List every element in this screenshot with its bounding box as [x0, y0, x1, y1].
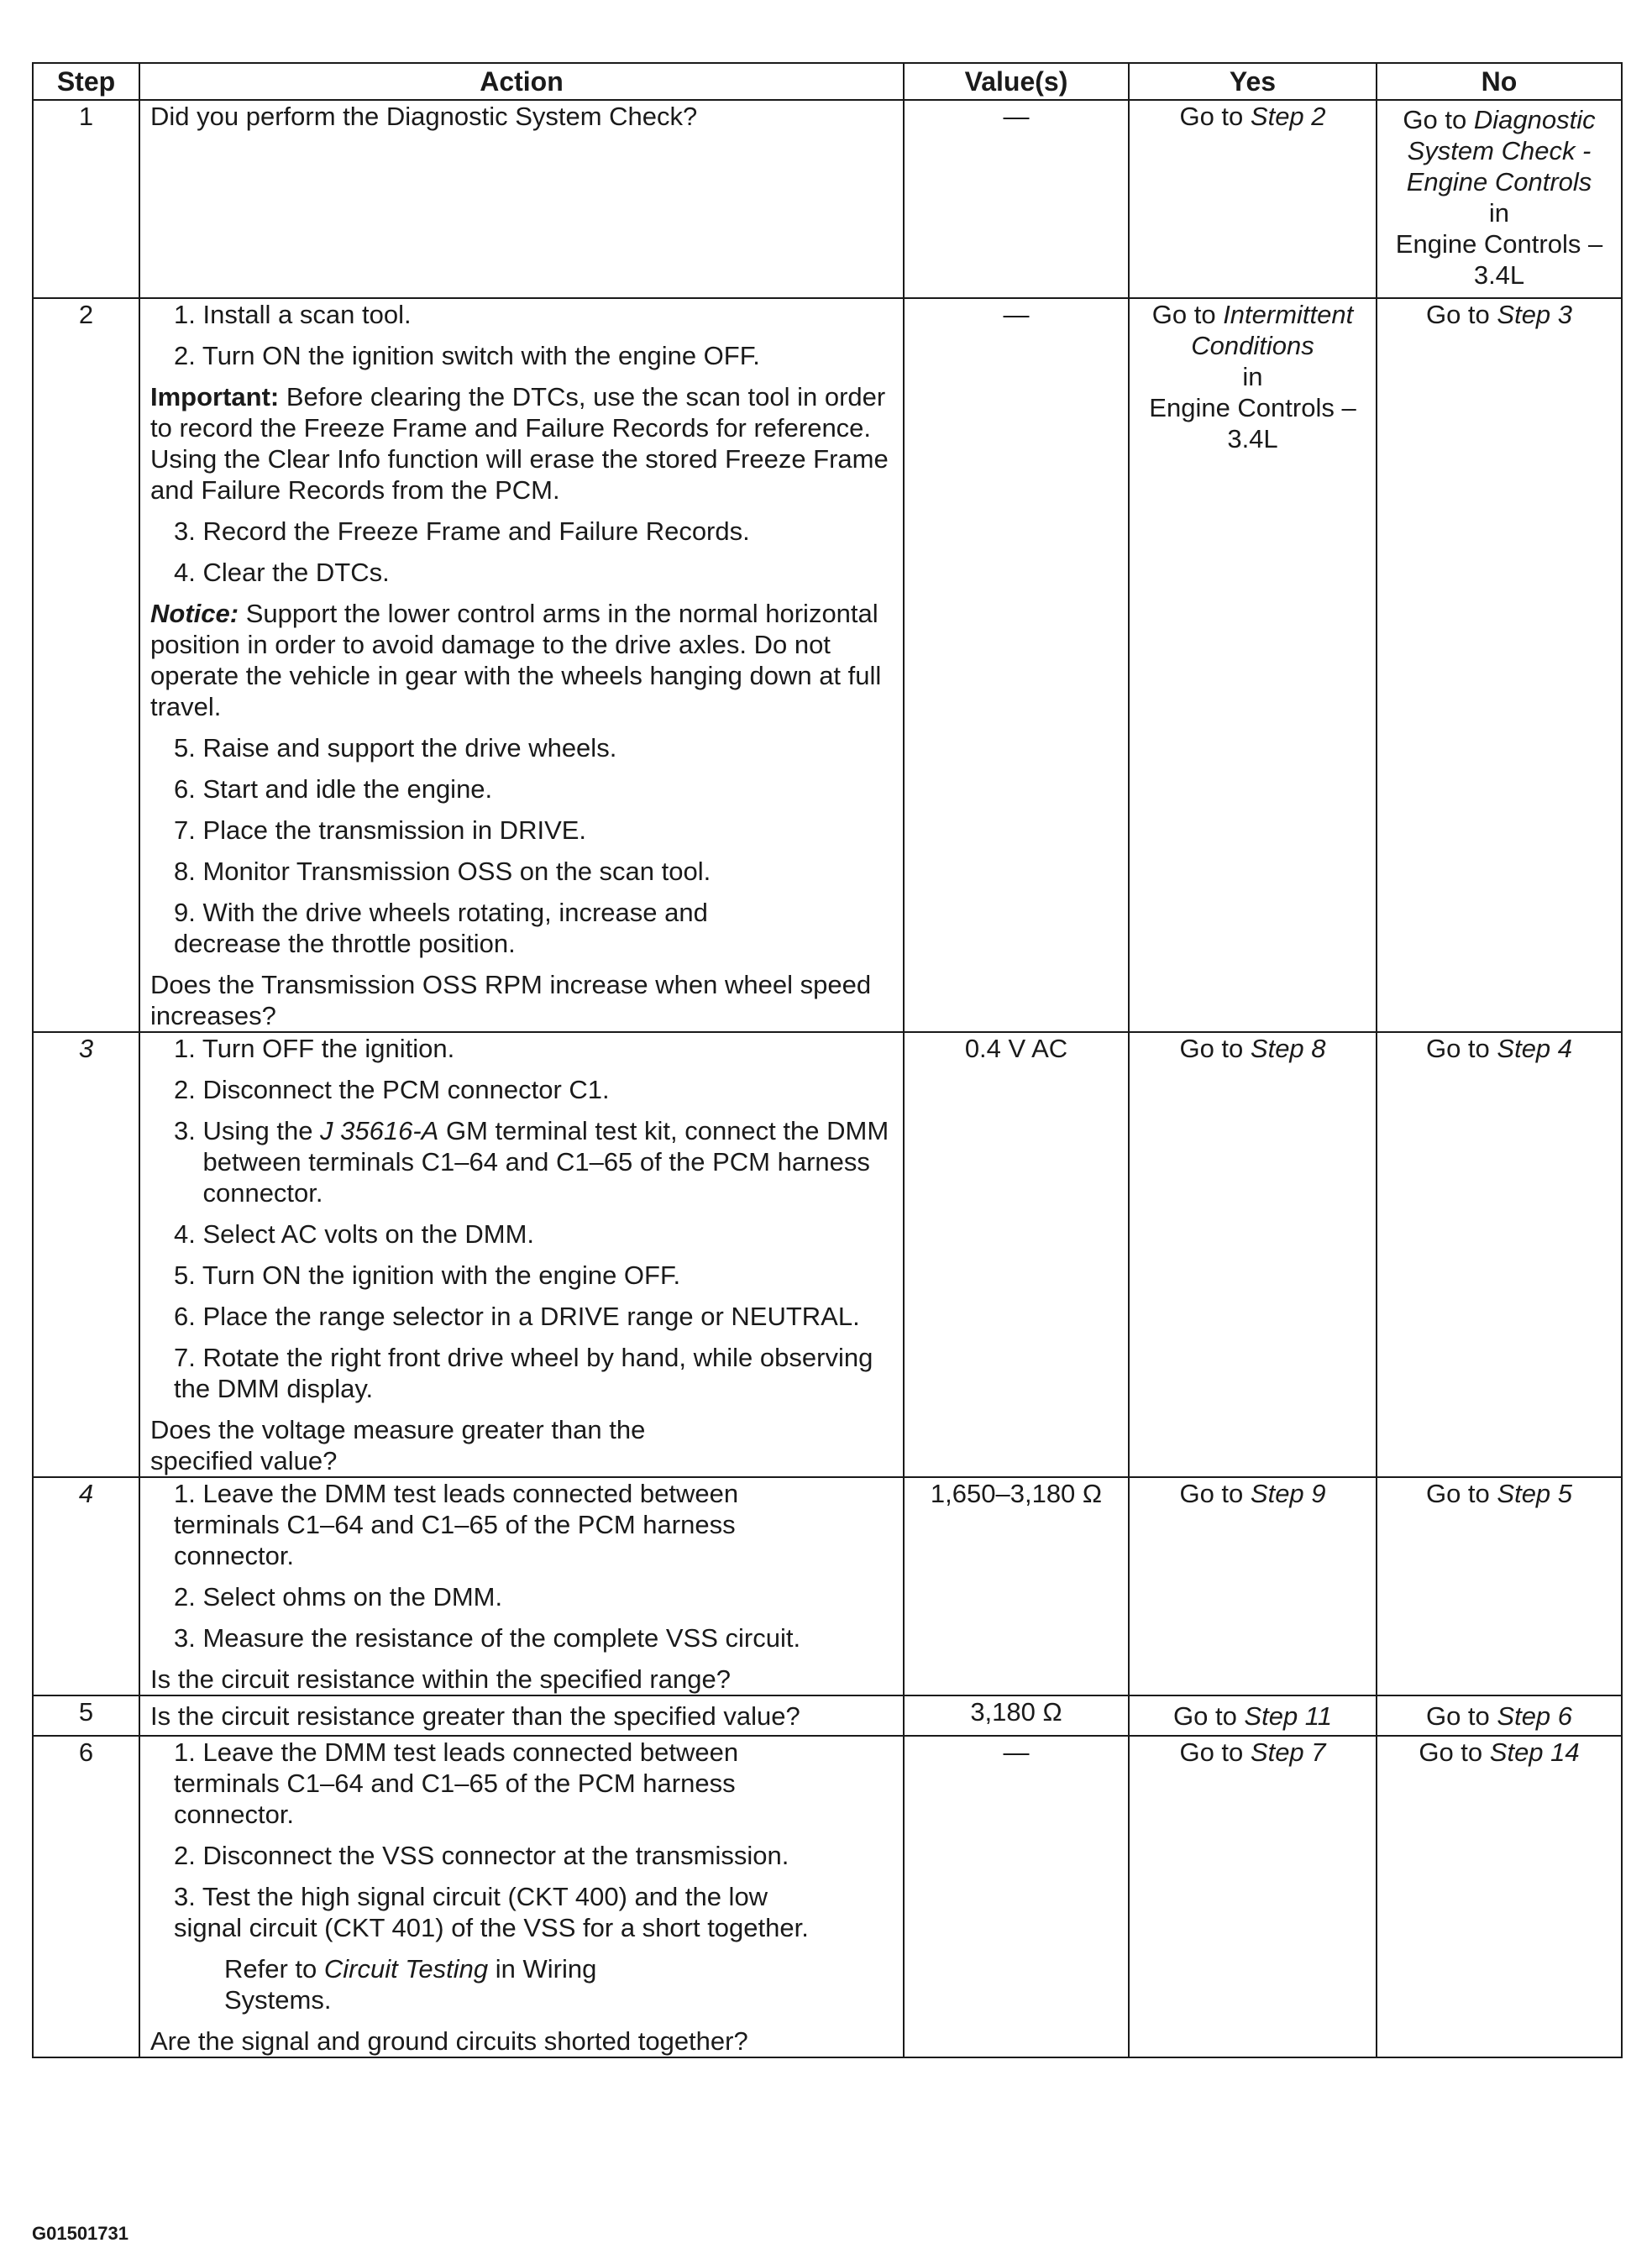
notice-note: Notice: Support the lower control arms in the normal horizontal position in order to avoid damage to the drive axles. Do not operate the vehicle in gear with the wheels hanging down at full travel. [150, 599, 882, 721]
yes-text: Go to [1172, 1701, 1245, 1731]
no-text: Go to [1403, 105, 1474, 134]
no-cell [1377, 100, 1622, 298]
action-item: 5. Turn ON the ignition with the engine OFF. [174, 1260, 681, 1290]
table-row-step-2 [33, 298, 1622, 1032]
yes-cell [1129, 298, 1377, 1032]
yes-text-in: in [1242, 362, 1263, 391]
diagnostic-table [32, 62, 1623, 2058]
action-item: 2. Disconnect the PCM connector C1. [174, 1075, 610, 1104]
table-row-step-3 [33, 1032, 1622, 1477]
no-step-link: Step 5 [1497, 1479, 1573, 1508]
step-number: 1 [33, 100, 139, 298]
action-cell [139, 1477, 904, 1695]
action-question: Does the Transmission OSS RPM increase when wheel speed increases? [150, 970, 872, 1030]
action-item: 1. Turn OFF the ignition. [174, 1034, 455, 1063]
value-cell: 3,180 Ω [904, 1695, 1129, 1736]
value-cell: 0.4 V AC [904, 1032, 1129, 1477]
action-cell [139, 1695, 904, 1736]
action-item: 6. Place the range selector in a DRIVE range or NEUTRAL. [174, 1302, 860, 1331]
action-question: Did you perform the Diagnostic System Check? [150, 102, 698, 131]
step-number: 2 [33, 298, 139, 1032]
action-item: 3. Using the J 35616-A GM terminal test kit, connect the DMM between terminals C1–64 and C1–65 of the PCM harness connector. [174, 1116, 889, 1208]
action-question: Does the voltage measure greater than the specified value? [150, 1415, 646, 1475]
no-reference: Diagnostic System Check - Engine Controls [1406, 105, 1596, 197]
table-row-step-4 [33, 1477, 1622, 1695]
no-text: Go to [1425, 300, 1497, 329]
value-cell: 1,650–3,180 Ω [904, 1477, 1129, 1695]
no-step-link: Step 4 [1497, 1034, 1573, 1063]
yes-cell [1129, 1477, 1377, 1695]
action-cell [139, 100, 904, 298]
action-item: 4. Select AC volts on the DMM. [174, 1219, 535, 1249]
refer-note: Refer to Circuit Testing in Wiring Systems. [224, 1954, 597, 2015]
yes-text: Go to [1151, 300, 1224, 329]
yes-step-link: Step 11 [1244, 1701, 1332, 1731]
header-step: Step [33, 63, 139, 100]
no-text: Go to [1425, 1701, 1497, 1731]
action-item: 3. Test the high signal circuit (CKT 400) and the low signal circuit (CKT 401) of the VSS for a short together. [174, 1882, 809, 1942]
action-item: 7. Place the transmission in DRIVE. [174, 815, 587, 845]
no-cell [1377, 1695, 1622, 1736]
step-number: 4 [33, 1477, 139, 1695]
value-cell: — [904, 100, 1129, 298]
tool-reference: J 35616-A [320, 1116, 439, 1145]
yes-step-link: Step 8 [1250, 1034, 1326, 1063]
circuit-testing-reference: Circuit Testing [323, 1954, 489, 1984]
yes-text: Go to [1179, 1737, 1251, 1767]
yes-cell [1129, 100, 1377, 298]
yes-cell [1129, 1032, 1377, 1477]
no-step-link: Step 14 [1489, 1737, 1580, 1767]
action-cell [139, 1736, 904, 2057]
no-text: Go to [1425, 1479, 1497, 1508]
table-row-step-6 [33, 1736, 1622, 2057]
action-item: 1. Leave the DMM test leads connected between terminals C1–64 and C1–65 of the PCM harness connector. [174, 1479, 739, 1570]
figure-id: G01501731 [32, 2223, 128, 2244]
action-item: 2. Disconnect the VSS connector at the transmission. [174, 1841, 789, 1870]
yes-text: Go to [1179, 1479, 1251, 1508]
yes-cell [1129, 1736, 1377, 2057]
no-text: Go to [1419, 1737, 1490, 1767]
step-number: 3 [33, 1032, 139, 1477]
action-item: 1. Install a scan tool. [174, 300, 412, 329]
no-text: Go to [1425, 1034, 1497, 1063]
yes-text: Go to [1179, 1034, 1251, 1063]
no-cell [1377, 298, 1622, 1032]
no-cell [1377, 1736, 1622, 2057]
action-item: 1. Leave the DMM test leads connected between terminals C1–64 and C1–65 of the PCM harness connector. [174, 1737, 739, 1829]
yes-text-section: Engine Controls – 3.4L [1149, 393, 1356, 453]
yes-cell [1129, 1695, 1377, 1736]
no-text-section: Engine Controls – 3.4L [1395, 229, 1603, 290]
action-item: 5. Raise and support the drive wheels. [174, 733, 617, 763]
action-question: Are the signal and ground circuits shorted together? [150, 2026, 748, 2056]
no-step-link: Step 6 [1497, 1701, 1573, 1731]
header-values: Value(s) [904, 63, 1129, 100]
action-item: 6. Start and idle the engine. [174, 774, 493, 804]
yes-reference: Intermittent Conditions [1191, 300, 1354, 360]
action-item: 2. Turn ON the ignition switch with the engine OFF. [174, 341, 760, 370]
no-text-in: in [1488, 198, 1510, 228]
table-row-step-5 [33, 1695, 1622, 1736]
important-note: Important: Before clearing the DTCs, use the scan tool in order to record the Freeze Frame and Failure Records for reference. Using the Clear Info function will erase the stored Freeze Frame and Failure Records from the PCM. [150, 382, 889, 505]
action-item: 4. Clear the DTCs. [174, 558, 390, 587]
yes-step-link: Step 2 [1250, 102, 1326, 131]
action-item: 8. Monitor Transmission OSS on the scan tool. [174, 857, 711, 886]
action-item: 7. Rotate the right front drive wheel by hand, while observing the DMM display. [174, 1343, 873, 1403]
yes-step-link: Step 7 [1250, 1737, 1326, 1767]
step-number: 6 [33, 1736, 139, 2057]
action-cell [139, 1032, 904, 1477]
yes-text: Go to [1179, 102, 1251, 131]
header-yes: Yes [1129, 63, 1377, 100]
action-cell [139, 298, 904, 1032]
action-item: 3. Record the Freeze Frame and Failure Records. [174, 516, 750, 546]
action-item: 3. Measure the resistance of the complete VSS circuit. [174, 1623, 801, 1653]
action-item: 2. Select ohms on the DMM. [174, 1582, 503, 1612]
no-step-link: Step 3 [1497, 300, 1573, 329]
header-action: Action [139, 63, 904, 100]
no-cell [1377, 1477, 1622, 1695]
no-cell [1377, 1032, 1622, 1477]
yes-step-link: Step 9 [1250, 1479, 1326, 1508]
action-item: 9. With the drive wheels rotating, increase and decrease the throttle position. [174, 898, 708, 958]
action-question: Is the circuit resistance within the specified range? [150, 1664, 731, 1694]
value-cell: — [904, 298, 1129, 1032]
table-row-step-1 [33, 100, 1622, 298]
header-row [33, 63, 1622, 100]
step-number: 5 [33, 1695, 139, 1736]
action-question: Is the circuit resistance greater than the specified value? [150, 1701, 800, 1731]
value-cell: — [904, 1736, 1129, 2057]
header-no: No [1377, 63, 1622, 100]
